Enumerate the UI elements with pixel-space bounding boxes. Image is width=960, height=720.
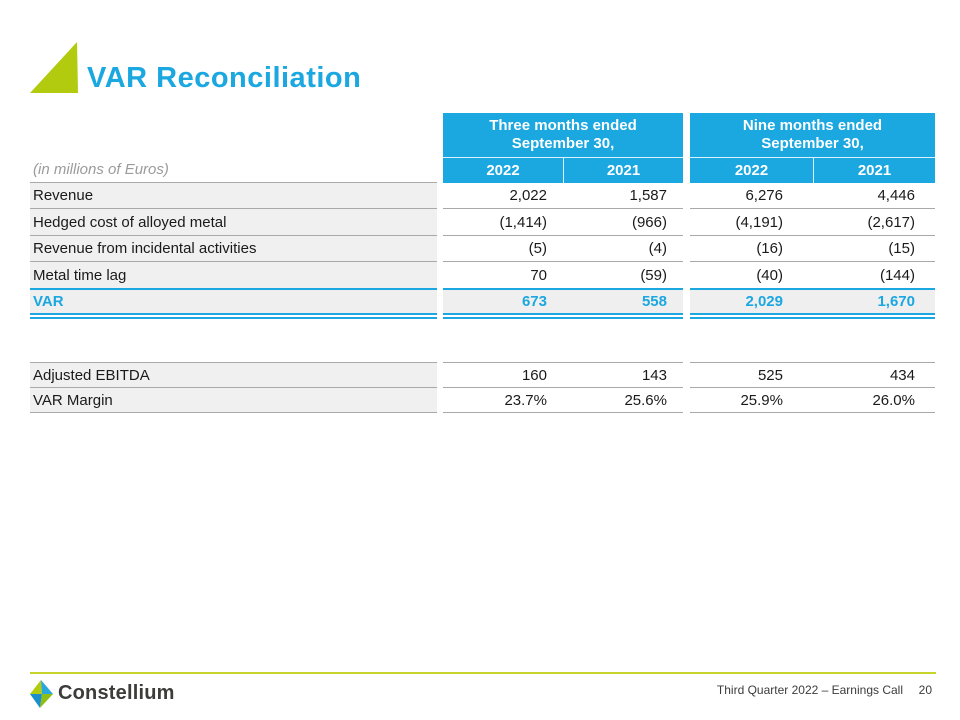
table-cell-var: 673 bbox=[443, 288, 563, 315]
table-cell: 6,276 bbox=[690, 183, 813, 209]
lime-triangle-icon bbox=[30, 42, 78, 93]
footer-divider bbox=[30, 672, 936, 674]
var-double-rule bbox=[690, 317, 935, 319]
table-cell: 25.9% bbox=[690, 388, 813, 413]
header-spacer-cell bbox=[30, 113, 437, 157]
table-cell: 25.6% bbox=[563, 388, 683, 413]
var-reconciliation-table bbox=[30, 113, 935, 319]
column-group-nine-months: Nine months ended September 30, bbox=[690, 113, 935, 157]
table-cell: (59) bbox=[563, 262, 683, 288]
page-number: 20 bbox=[918, 683, 932, 697]
table-cell: (2,617) bbox=[813, 209, 935, 236]
table-cell: 1,587 bbox=[563, 183, 683, 209]
table-cell: (40) bbox=[690, 262, 813, 288]
table-cell: 434 bbox=[813, 362, 935, 388]
table-cell: (966) bbox=[563, 209, 683, 236]
table-cell: (4) bbox=[563, 236, 683, 262]
table-cell: (1,414) bbox=[443, 209, 563, 236]
table-cell: (15) bbox=[813, 236, 935, 262]
row-label-hedged-cost: Hedged cost of alloyed metal bbox=[30, 209, 437, 236]
secondary-metrics-table bbox=[30, 362, 935, 413]
table-cell: 23.7% bbox=[443, 388, 563, 413]
row-label-var: VAR bbox=[30, 288, 437, 315]
table-cell: (5) bbox=[443, 236, 563, 262]
table-cell: (4,191) bbox=[690, 209, 813, 236]
table-cell: 4,446 bbox=[813, 183, 935, 209]
year-header: 2022 bbox=[690, 157, 813, 183]
var-double-rule bbox=[443, 317, 683, 319]
var-double-rule bbox=[30, 317, 437, 319]
column-group-three-months: Three months ended September 30, bbox=[443, 113, 683, 157]
units-note: (in millions of Euros) bbox=[30, 157, 437, 183]
year-header: 2021 bbox=[563, 157, 683, 183]
table-cell-var: 2,029 bbox=[690, 288, 813, 315]
table-cell: 525 bbox=[690, 362, 813, 388]
row-label-adjusted-ebitda: Adjusted EBITDA bbox=[30, 362, 437, 388]
year-header: 2021 bbox=[813, 157, 935, 183]
table-cell: (16) bbox=[690, 236, 813, 262]
row-label-revenue: Revenue bbox=[30, 183, 437, 209]
constellium-gem-icon bbox=[30, 680, 53, 708]
table-cell-var: 1,670 bbox=[813, 288, 935, 315]
footer-caption: Third Quarter 2022 – Earnings Call bbox=[716, 683, 903, 697]
table-cell: 143 bbox=[563, 362, 683, 388]
table-cell: 2,022 bbox=[443, 183, 563, 209]
row-label-metal-time-lag: Metal time lag bbox=[30, 262, 437, 288]
table-cell: (144) bbox=[813, 262, 935, 288]
table-cell: 26.0% bbox=[813, 388, 935, 413]
row-label-var-margin: VAR Margin bbox=[30, 388, 437, 413]
page-title: VAR Reconciliation bbox=[87, 62, 362, 94]
row-label-incidental-activities: Revenue from incidental activities bbox=[30, 236, 437, 262]
table-cell: 70 bbox=[443, 262, 563, 288]
year-header: 2022 bbox=[443, 157, 563, 183]
company-wordmark: Constellium bbox=[58, 682, 175, 704]
table-cell: 160 bbox=[443, 362, 563, 388]
table-cell-var: 558 bbox=[563, 288, 683, 315]
